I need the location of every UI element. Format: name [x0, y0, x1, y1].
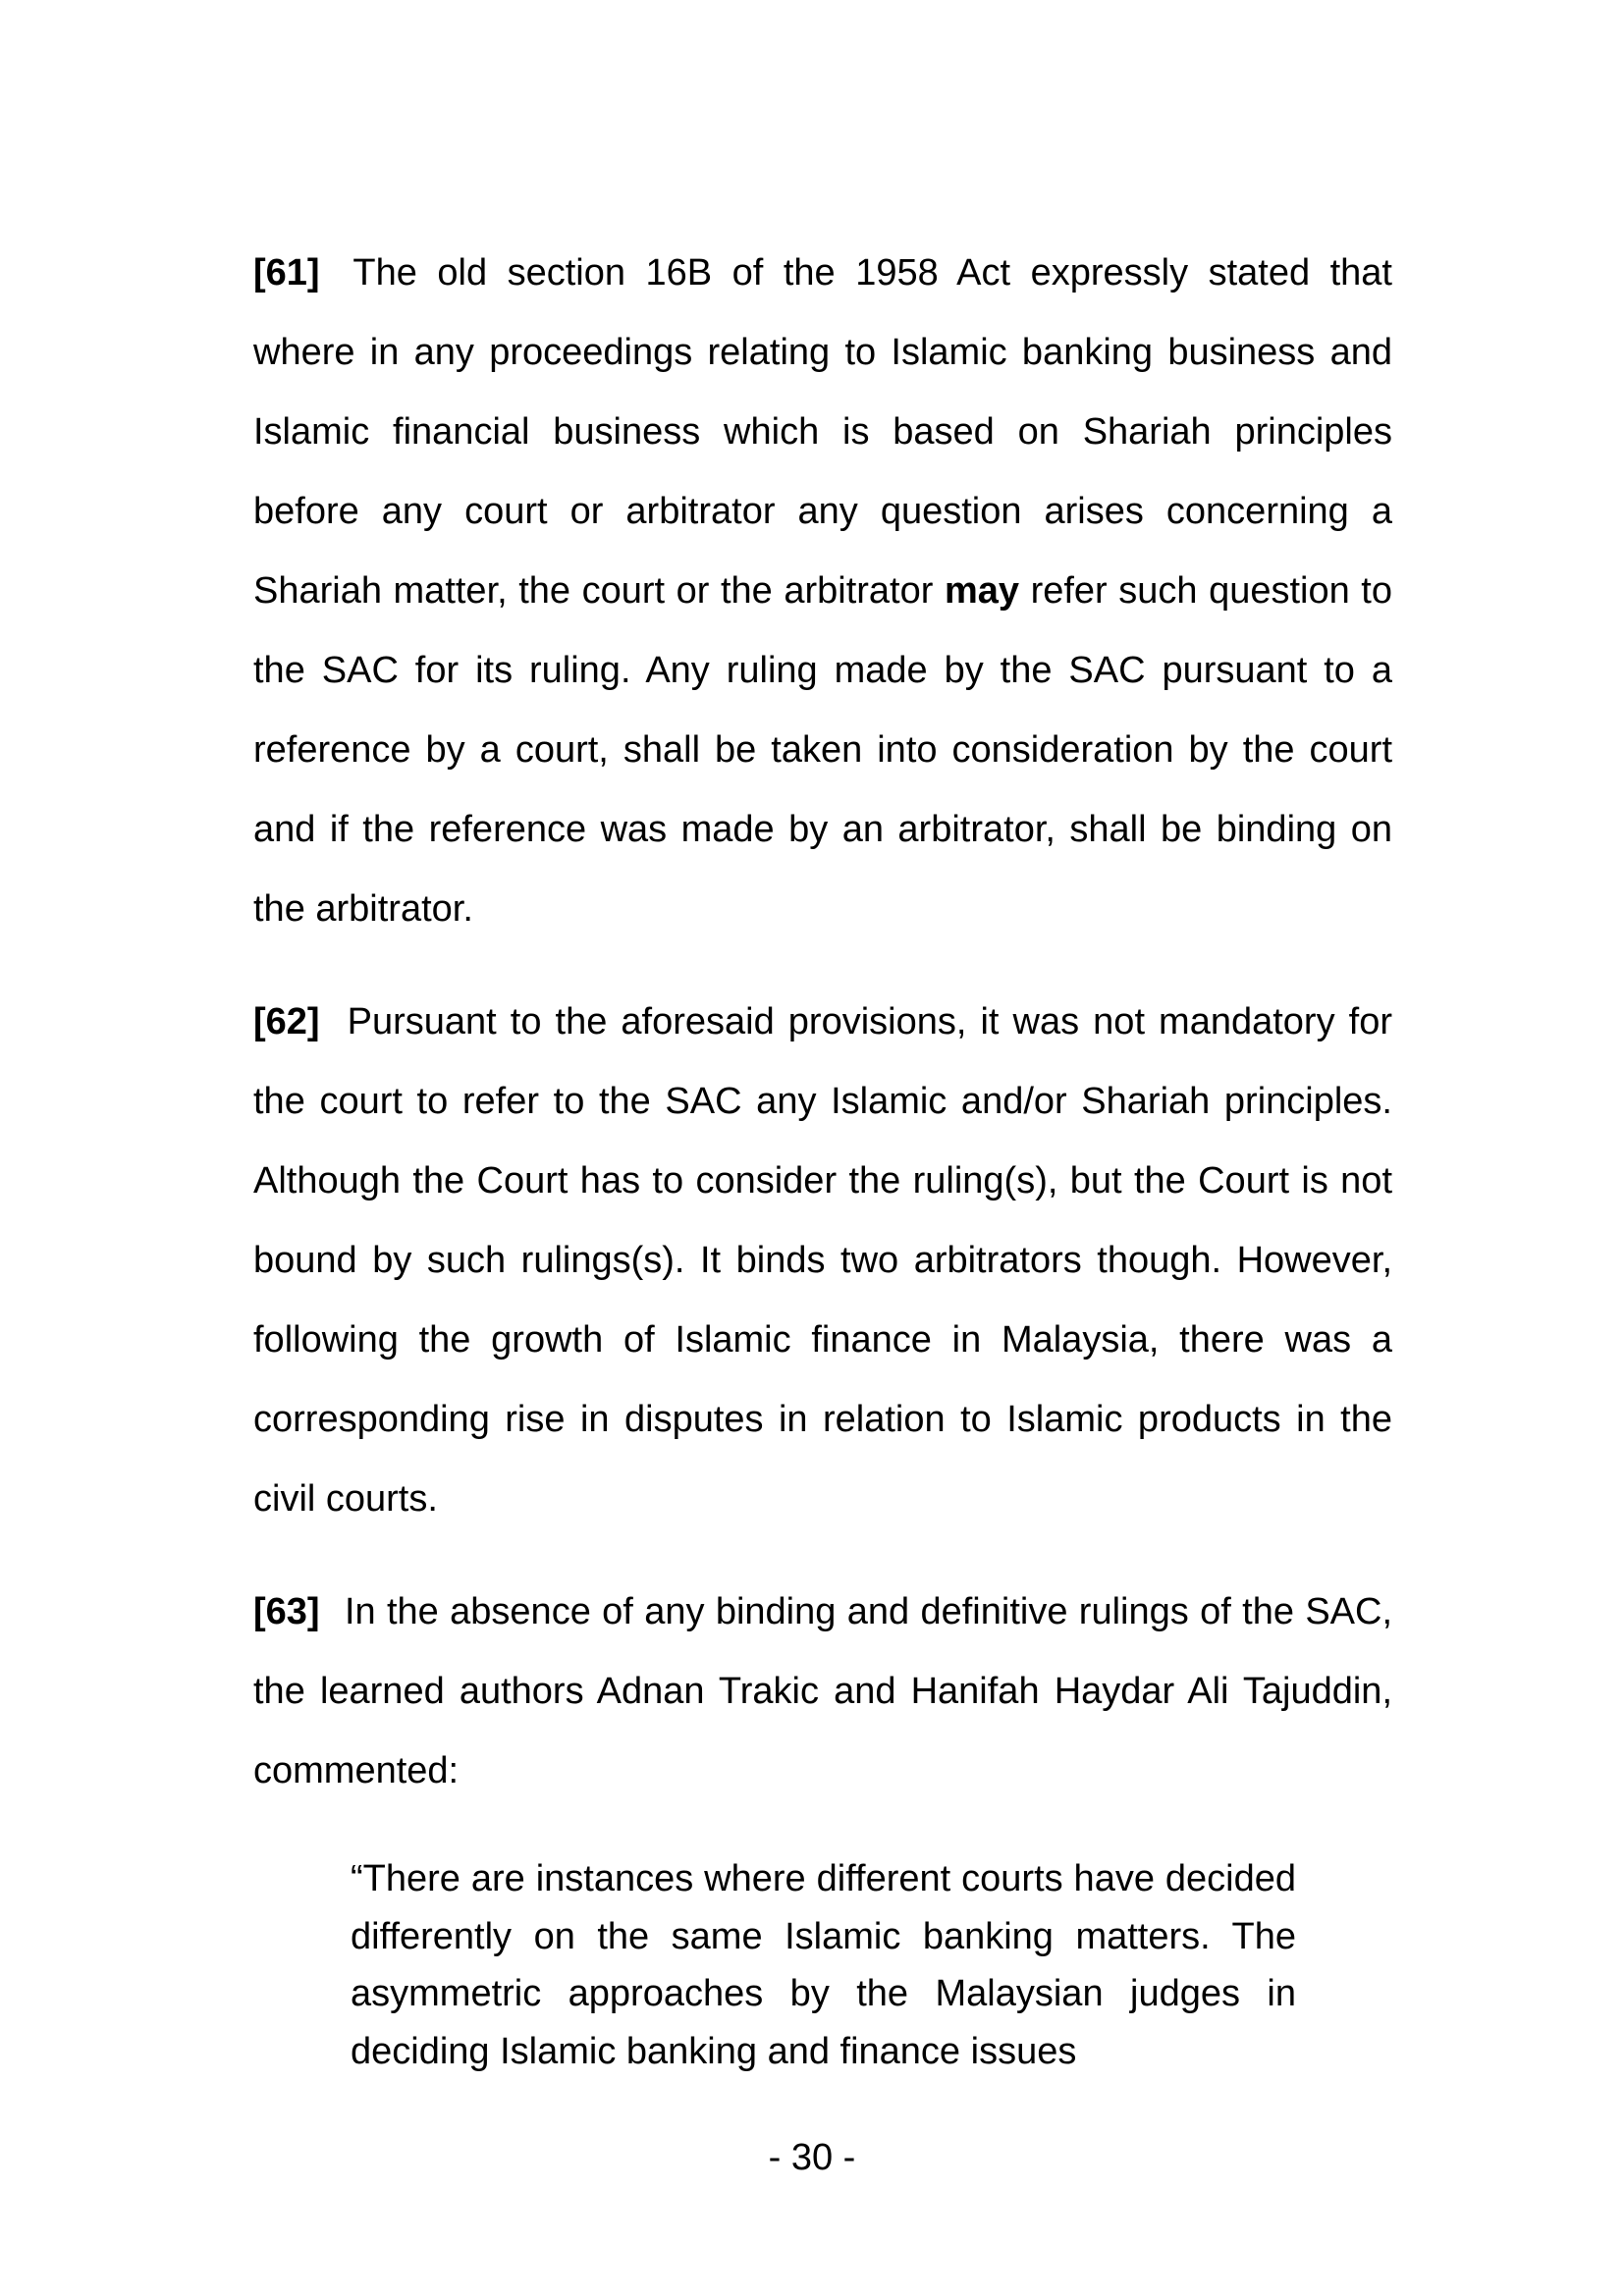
paragraph-62	[253, 983, 1392, 1539]
paragraph-text: In the absence of any binding and definitive rulings of the SAC, the learned authors Adnan Trakic and Hanifah Haydar Ali Tajuddin, commented:	[253, 1591, 1393, 1791]
emphasis-text: may	[944, 570, 1020, 612]
paragraph-61	[253, 234, 1392, 949]
page-number: - 30 -	[768, 2137, 856, 2178]
block-quote: “There are instances where different courts have decided differently on the same Islamic banking matters. The asymmetric approaches by the Malaysian judges in deciding Islamic banking and finance issues	[351, 1858, 1296, 2072]
paragraph-63	[253, 1573, 1392, 1811]
document-body	[253, 234, 1392, 1844]
paragraph-text: Pursuant to the aforesaid provisions, it was not mandatory for the court to refer to the SAC any Islamic and/or Shariah principles. Although the Court has to consider the ruling(s), but the Court is not bound by such rulings(s). It binds two arbitrators though. However, following the growth of Islamic finance in Malaysia, there was a corresponding rise in disputes in relation to Islamic products in the civil courts.	[253, 1001, 1392, 1520]
paragraph-number: [62]	[253, 1001, 320, 1042]
paragraph-text: The old section 16B of the 1958 Act expressly stated that where in any proceedings relating to Islamic banking business and Islamic financial business which is based on Shariah principles before any court or arbitrator any question arises concerning a Shariah matter, the court or the arbitrator may refer such question to the SAC for its ruling. Any ruling made by the SAC pursuant to a reference by a court, shall be taken into consideration by the court and if the reference was made by an arbitrator, shall be binding on the arbitrator.	[253, 252, 1392, 930]
paragraph-number: [63]	[253, 1591, 320, 1632]
paragraph-number: [61]	[253, 252, 320, 294]
